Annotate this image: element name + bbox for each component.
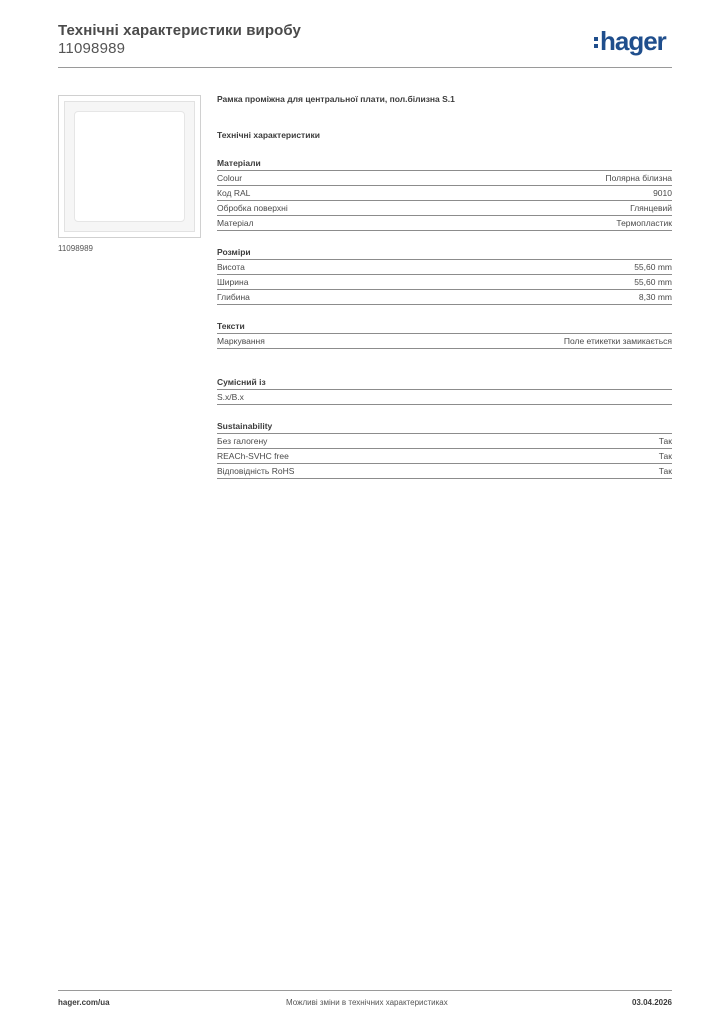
section-sustainability [217, 419, 672, 479]
spec-label: S.x/B.x [217, 392, 244, 402]
spec-value: Полярна білизна [605, 173, 672, 183]
section-heading: Sustainability [217, 421, 273, 431]
spec-row [217, 433, 672, 448]
spec-row [217, 170, 672, 185]
logo-text: hager [600, 26, 666, 56]
section-heading: Матеріали [217, 158, 261, 168]
spec-content [217, 94, 672, 479]
spec-value: 55,60 mm [634, 277, 672, 287]
footer-divider [58, 990, 672, 991]
spec-label: Глибина [217, 292, 250, 302]
section-heading: Сумісний із [217, 377, 266, 387]
footer-note: Можливі зміни в технічних характеристиках [286, 998, 448, 1007]
spec-value: 55,60 mm [634, 262, 672, 272]
spec-value: Так [658, 436, 672, 446]
spec-value: Так [658, 466, 672, 476]
spec-table [217, 333, 672, 349]
spec-row [217, 463, 672, 479]
logo-colon-icon [594, 36, 598, 49]
spec-row [217, 333, 672, 349]
spec-title: Технічні характеристики [217, 130, 320, 140]
spec-value: Глянцевий [630, 203, 672, 213]
spec-row [217, 448, 672, 463]
section-compatible [217, 375, 672, 405]
product-image [58, 95, 201, 238]
spec-label: Матеріал [217, 218, 254, 228]
footer-website-link[interactable]: hager.com/ua [58, 998, 110, 1007]
spec-table [217, 389, 672, 405]
spec-label: Висота [217, 262, 245, 272]
product-name: Рамка проміжна для центральної плати, пол.білизна S.1 [217, 94, 455, 104]
spec-row [217, 215, 672, 231]
spec-label: Ширина [217, 277, 249, 287]
frame-inner-opening [74, 111, 185, 222]
frame-outer-edge [64, 101, 195, 232]
spec-label: Маркування [217, 336, 265, 346]
spec-row [217, 185, 672, 200]
spec-row [217, 259, 672, 274]
spec-label: REACh-SVHC free [217, 451, 289, 461]
spec-table [217, 259, 672, 305]
spec-row [217, 289, 672, 305]
document-title: Технічні характеристики виробу [58, 22, 301, 39]
section-materials [217, 156, 672, 231]
section-dimensions [217, 245, 672, 305]
spec-row [217, 389, 672, 405]
footer-date: 03.04.2026 [631, 998, 672, 1007]
section-texts [217, 319, 672, 349]
spec-row [217, 274, 672, 289]
spec-value: Поле етикетки замикається [563, 336, 672, 346]
product-image-caption: 11098989 [58, 244, 93, 253]
spec-table [217, 170, 672, 231]
document-subtitle: 11098989 [58, 40, 126, 57]
spec-label: Відповідність RoHS [217, 466, 295, 476]
section-heading: Розміри [217, 247, 251, 257]
spec-value: 9010 [653, 188, 672, 198]
spec-value: Так [658, 451, 672, 461]
spec-value: 8,30 mm [638, 292, 672, 302]
header-divider [58, 67, 672, 68]
spec-label: Без галогену [217, 436, 268, 446]
spec-value: Термопластик [616, 218, 672, 228]
hager-logo [594, 27, 666, 55]
spec-label: Обробка поверхні [217, 203, 288, 213]
spec-label: Colour [217, 173, 243, 183]
spec-table [217, 433, 672, 479]
spec-label: Код RAL [217, 188, 251, 198]
spec-row [217, 200, 672, 215]
section-heading: Тексти [217, 321, 245, 331]
